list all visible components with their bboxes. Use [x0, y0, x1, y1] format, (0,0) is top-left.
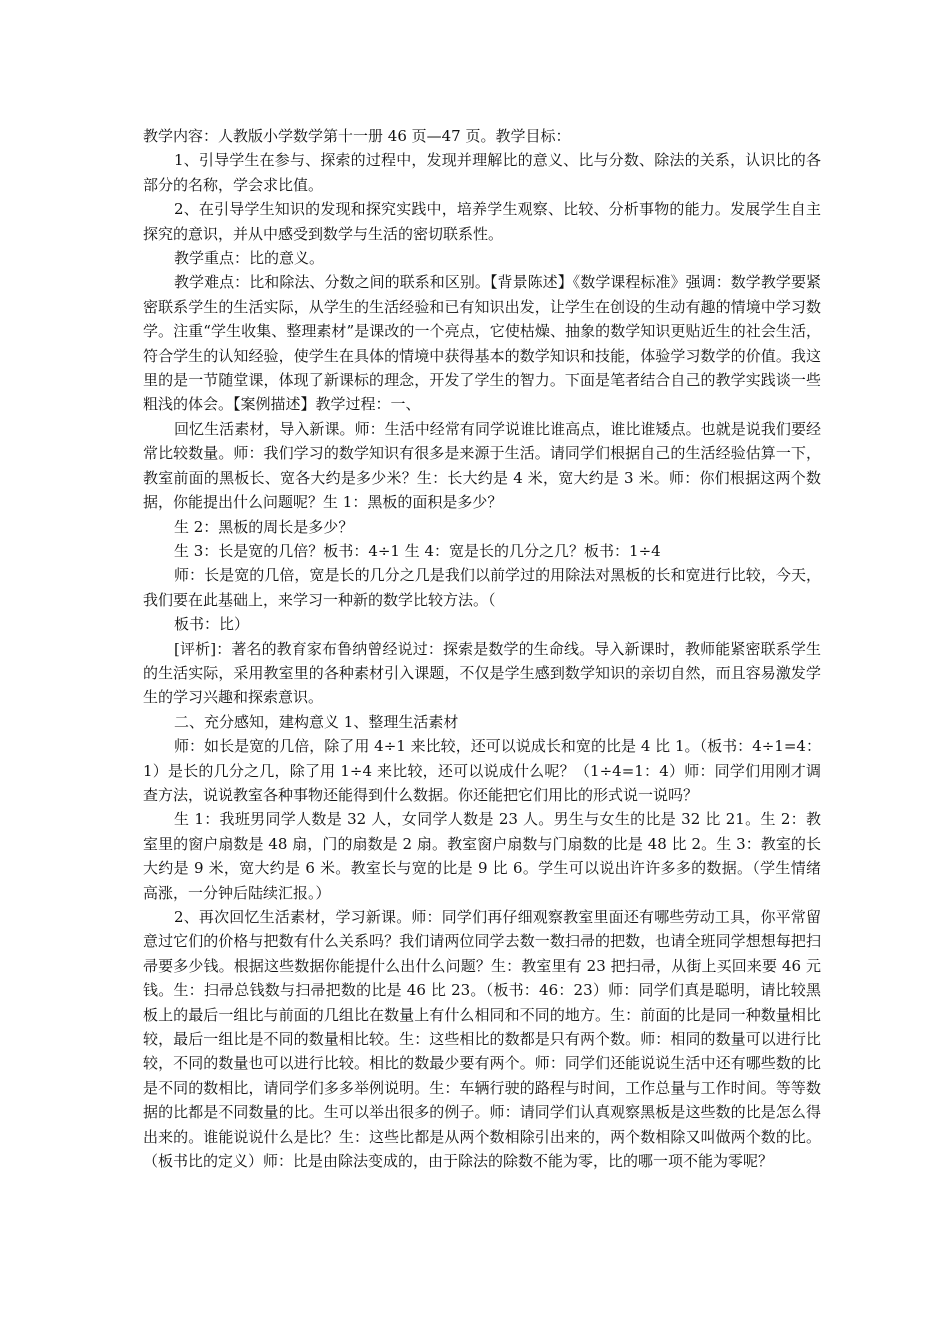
document-body: [143, 124, 821, 1173]
paragraph: 生 3：长是宽的几倍？板书：4÷1 生 4：宽是长的几分之几？板书：1÷4: [174, 541, 661, 560]
paragraph: 1、引导学生在参与、探索的过程中，发现并理解比的意义、比与分数、除法的关系，认识比的各部分的名称，学会求比值。: [143, 151, 821, 194]
paragraph: 生 1：我班男同学人数是 32 人，女同学人数是 23 人。男生与女生的比是 32 比 21。生 2：教室里的窗户扇数是 48 扇，门的扇数是 2 扇。教室窗户扇数与门扇数的比是 48 比 2。生 3：教室的长大约是 9 米，宽大约是 6 米。教室长与宽的比是 9 比 6。学生可以说出许许多多的数据。（学生情绪高涨，一分钟后陆续汇报。）: [143, 810, 821, 902]
paragraph: 教学重点：比的意义。: [174, 249, 325, 268]
paragraph: 板书：比）: [174, 615, 250, 634]
paragraph: 教学难点：比和除法、分数之间的联系和区别。【背景陈述】《数学课程标准》强调：数学教学要紧密联系学生的生活实际，从学生的生活经验和已有知识出发，让学生在创设的生动有趣的情境中学习数学。注重“学生收集、整理素材”是课改的一个亮点，它使枯燥、抽象的数学知识更贴近生的社会生活，符合学生的认知经验，使学生在具体的情境中获得基本的数学知识和技能，体验学习数学的价值。我这里的是一节随堂课，体现了新课标的理念，开发了学生的智力。下面是笔者结合自己的教学实践谈一些粗浅的体会。【案例描述】教学过程：一、: [143, 273, 821, 414]
paragraph: 回忆生活素材，导入新课。师：生活中经常有同学说谁比谁高点，谁比谁矮点。也就是说我们要经常比较数量。师：我们学习的数学知识有很多是来源于生活。请同学们根据自己的生活经验估算一下，教室前面的黑板长、宽各大约是多少米？生：长大约是 4 米，宽大约是 3 米。师：你们根据这两个数据，你能提出什么问题呢？生 1：黑板的面积是多少？: [143, 419, 821, 512]
paragraph: [评析]：著名的教育家布鲁纳曾经说过：探索是数学的生命线。导入新课时，教师能紧密联系学生的生活实际，采用教室里的各种素材引入课题，不仅是学生感到数学知识的亲切自然，而且容易激发学生的学习兴趣和探索意识。: [143, 639, 821, 707]
paragraph: 生 2：黑板的周长是多少？: [174, 517, 354, 536]
paragraph: 2、在引导学生知识的发现和探究实践中，培养学生观察、比较、分析事物的能力。发展学生自主探究的意识，并从中感受到数学与生活的密切联系性。: [143, 200, 821, 243]
paragraph: 师：长是宽的几倍，宽是长的几分之几是我们以前学过的用除法对黑板的长和宽进行比较，今天，我们要在此基础上，来学习一种新的数学比较方法。（: [143, 566, 821, 609]
paragraph: 教学内容：人教版小学数学第十一册 46 页—47 页。教学目标：: [143, 127, 571, 145]
paragraph: 师：如长是宽的几倍，除了用 4÷1 来比较，还可以说成长和宽的比是 4 比 1。（板书：4÷1=4：1）是长的几分之几，除了用 1÷4 来比较，还可以说成什么呢？（1÷4=1：4）师：同学们用刚才调查方法，说说教室各种事物还能得到什么数据。你还能把它们用比的形式说一说吗？: [143, 737, 821, 804]
paragraph: 2、再次回忆生活素材，学习新课。师：同学们再仔细观察教室里面还有哪些劳动工具，你平常留意过它们的价格与把数有什么关系吗？我们请两位同学去数一数扫帚的把数，也请全班同学想想每把扫帚要多少钱。根据这些数据你能提什么出什么问题？生：教室里有 23 把扫帚，从街上买回来要 46 元钱。生：扫帚总钱数与扫帚把数的比是 46 比 23。（板书：46：23）师：同学们真是聪明，请比较黑板上的最后一组比与前面的几组比在数量上有什么相同和不同的地方。生：前面的比是同一种数量相比较，最后一组比是不同的数量相比较。生：这些相比的数都是只有两个数。师：相同的数量可以进行比较，不同的数量也可以进行比较。相比的数最少要有两个。师：同学们还能说说生活中还有哪些数的比是不同的数相比，请同学们多多举例说明。生：车辆行驶的路程与时间，工作总量与工作时间。等等数据的比都是不同数量的比。生可以举出很多的例子。师：请同学们认真观察黑板是这些数的比是怎么得出来的。谁能说说什么是比？生：这些比都是从两个数相除引出来的，两个数相除又叫做两个数的比。（板书比的定义）师：比是由除法变成的，由于除法的除数不能为零，比的哪一项不能为零呢？: [143, 908, 821, 1171]
paragraph: 二、充分感知，建构意义 1、整理生活素材: [174, 712, 459, 731]
